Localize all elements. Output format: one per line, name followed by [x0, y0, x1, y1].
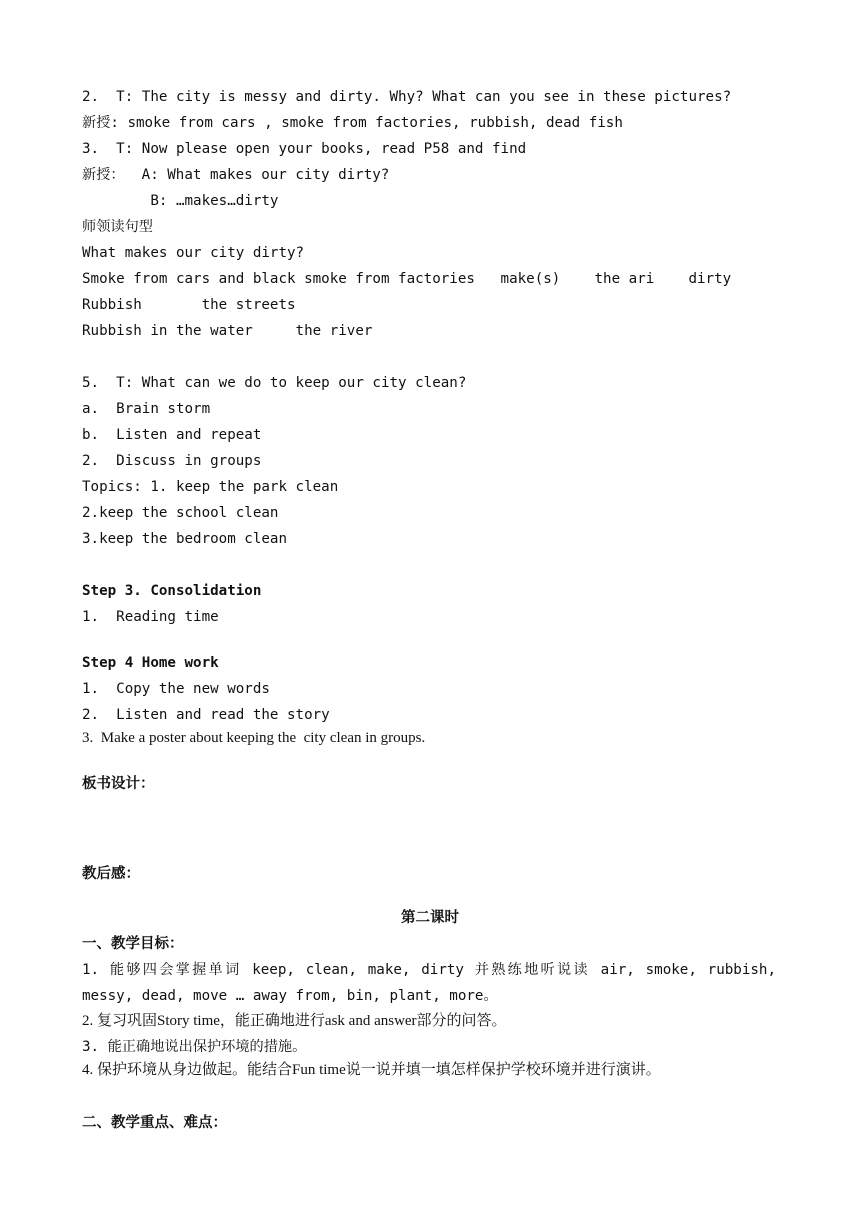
text-line: 师领读句型	[82, 219, 153, 235]
list-item: 3. Make a poster about keeping the city clean in groups.	[82, 730, 426, 746]
objective-2: 2. 复习巩固Story time，能正确地进行ask and answer部分的问答。	[82, 1013, 507, 1029]
list-item: b. Listen and repeat	[82, 427, 262, 443]
step4-heading: Step 4 Home work	[82, 655, 219, 671]
text-line: Smoke from cars and black smoke from factories make(s) the ari dirty	[82, 271, 732, 287]
text-line: 新授： A: What makes our city dirty?	[82, 167, 390, 183]
text-line: What makes our city dirty?	[82, 245, 305, 261]
text-line: 2. T: The city is messy and dirty. Why? What can you see in these pictures?	[82, 89, 732, 105]
text-line: Rubbish the streets	[82, 297, 296, 313]
keypoints-heading: 二、教学重点、难点：	[82, 1115, 227, 1131]
objective-1-continued: messy, dead, move … away from, bin, plant, more。	[82, 988, 498, 1004]
text-line: Rubbish in the water the river	[82, 323, 373, 339]
step3-heading: Step 3. Consolidation	[82, 583, 262, 599]
list-item: 2. Discuss in groups	[82, 453, 262, 469]
objective-1: 1. 能够四会掌握单词 keep, clean, make, dirty 并熟练地听说读 air, smoke, rubbish,	[82, 962, 776, 978]
objectives-heading: 一、教学目标：	[82, 936, 184, 952]
text-line: 新授: smoke from cars , smoke from factories, rubbish, dead fish	[82, 115, 623, 131]
reflection-heading: 教后感：	[82, 866, 140, 882]
text-line: 3. T: Now please open your books, read P58 and find	[82, 141, 527, 157]
text-line: Topics: 1. keep the park clean	[82, 479, 339, 495]
text-line: B: …makes…dirty	[82, 193, 279, 209]
lesson2-title: 第二课时	[401, 910, 459, 926]
board-design-heading: 板书设计：	[82, 776, 155, 792]
text-line: 2.keep the school clean	[82, 505, 279, 521]
list-item: 1. Copy the new words	[82, 681, 270, 697]
objective-4: 4. 保护环境从身边做起。能结合Fun time说一说并填一填怎样保护学校环境并进行演讲。	[82, 1062, 661, 1078]
list-item: 1. Reading time	[82, 609, 219, 625]
text-line: 3.keep the bedroom clean	[82, 531, 287, 547]
list-item: a. Brain storm	[82, 401, 211, 417]
objective-3: 3. 能正确地说出保护环境的措施。	[82, 1039, 307, 1055]
text-line: 5. T: What can we do to keep our city clean?	[82, 375, 467, 391]
list-item: 2. Listen and read the story	[82, 707, 330, 723]
